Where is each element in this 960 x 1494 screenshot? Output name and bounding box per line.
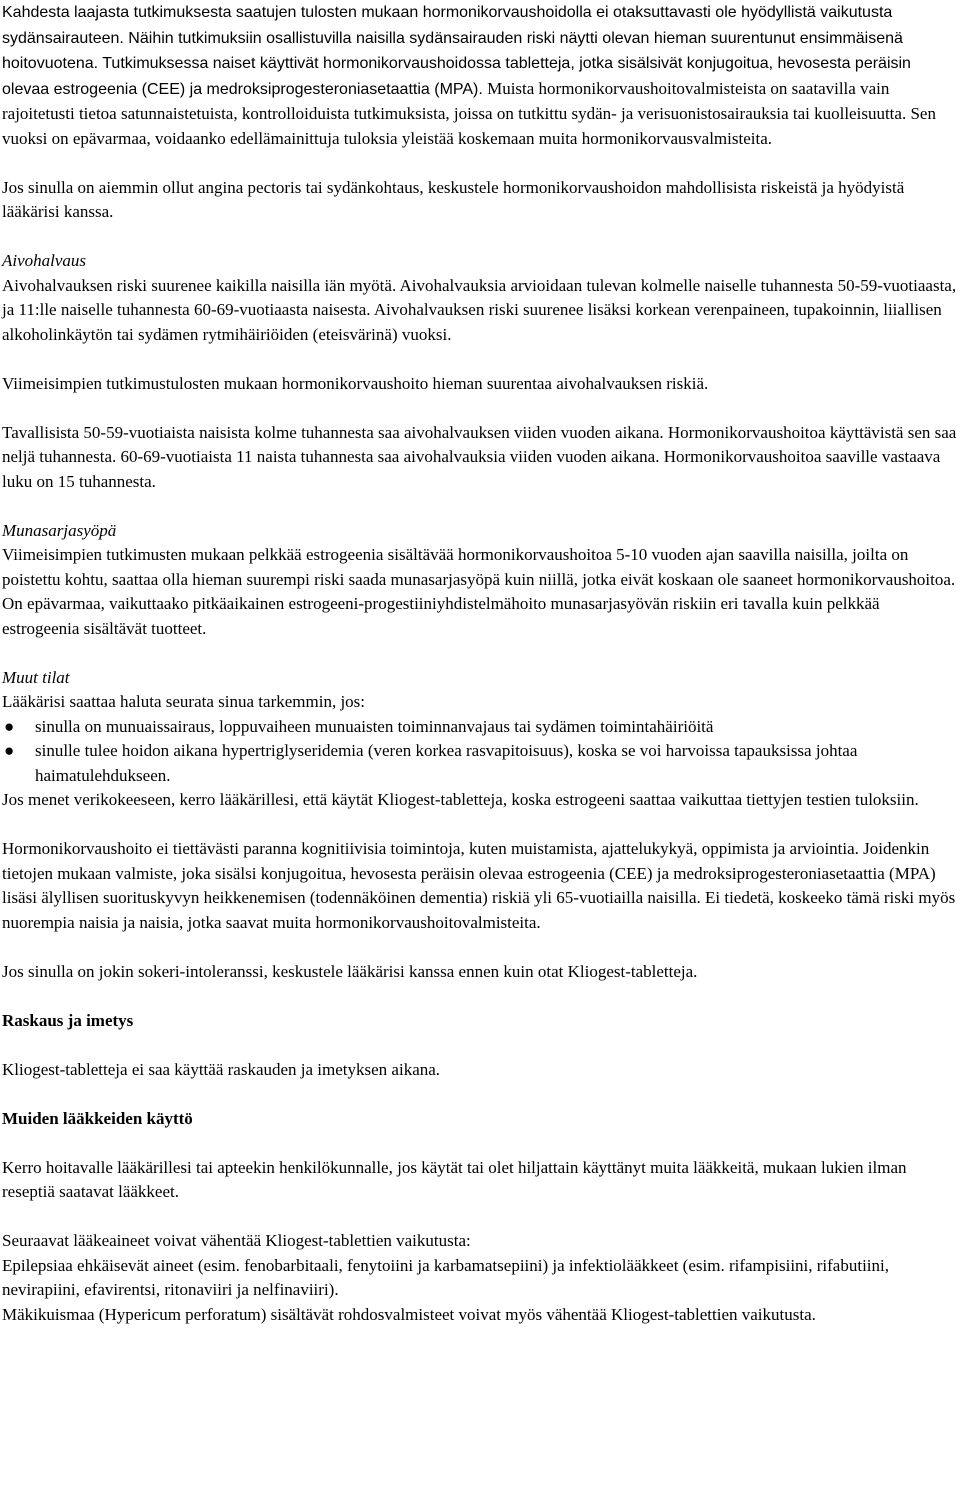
paragraph-stroke-figures: Tavallisista 50-59-vuotiaista naisista kolme tuhannesta saa aivohalvauksen viiden vuoden aikana. Hormonikorvaushoitoa käyttävistä sen saa neljä tuhannesta. 60-69-vuotiaista 11 naista tuhannesta saa aivohalvauksia viiden vuoden aikana. Hormonikorvaushoitoa saaville vastaava luku on 15 tuhannesta.: [2, 422, 957, 491]
heading-ovarian-cancer: Munasarjasyöpä: [2, 520, 117, 540]
paragraph-ovarian-cancer: Viimeisimpien tutkimusten mukaan pelkkää estrogeenia sisältävää hormonikorvaushoitoa 5-10 vuoden ajan saavilla naisilla, joilta on poistettu kohtu, saattaa olla hieman suurempi riski saada munasarjasyöpä kuin niillä, jotka eivät koskaan ole saaneet hormonikorvaushoitoa. On epävarmaa, vaikuttaako pitkäaikainen estrogeeni-progestiiniyhdistelmähoito munasarjasyövän riskiin eri tavalla kuin pelkkää estrogeenia sisältävät tuotteet.: [2, 545, 956, 638]
heading-other-medicines: Muiden lääkkeiden käyttö: [2, 1108, 193, 1128]
list-item: [2, 739, 957, 788]
paragraph-other-medicines: Kerro hoitavalle lääkärillesi tai apteekin henkilökunnalle, jos käytät tai olet hiljattain käyttänyt muita lääkkeitä, mukaan lukien ilman reseptiä saatavat lääkkeet.: [2, 1157, 907, 1201]
paragraph-monitoring-intro: Lääkärisi saattaa haluta seurata sinua tarkemmin, jos:: [2, 692, 366, 711]
heading-pregnancy: Raskaus ja imetys: [2, 1010, 134, 1030]
paragraph-interactions-st-johns-wort: Mäkikuismaa (Hypericum perforatum) sisältävät rohdosvalmisteet voivat myös vähentää Kliogest-tablettien vaikutusta.: [2, 1304, 816, 1324]
paragraph-interactions-intro: Seuraavat lääkeaineet voivat vähentää Kliogest-tablettien vaikutusta:: [2, 1231, 471, 1250]
list-item-text: sinulla on munuaissairaus, loppuvaiheen munuaisten toiminnanvajaus tai sydämen toimintahäiriöitä: [35, 716, 714, 736]
bullet-icon: ●: [4, 741, 15, 760]
heading-other-conditions: Muut tilat: [2, 667, 70, 687]
paragraph-sugar-intolerance: Jos sinulla on jokin sokeri-intoleranssi, keskustele lääkärisi kanssa ennen kuin otat Kliogest-tabletteja.: [2, 961, 698, 981]
bullet-list-conditions: [2, 715, 957, 789]
heading-stroke: Aivohalvaus: [2, 251, 87, 270]
list-item-text: sinulle tulee hoidon aikana hypertriglyseridemia (veren korkea rasvapitoisuus), koska se voi harvoissa tapauksissa johtaa haimatulehdukseen.: [35, 741, 858, 785]
paragraph-cardio-studies: [2, 0, 957, 151]
paragraph-pregnancy: Kliogest-tabletteja ei saa käyttää raskauden ja imetyksen aikana.: [2, 1059, 441, 1079]
paragraph-angina: Jos sinulla on aiemmin ollut angina pectoris tai sydänkohtaus, keskustele hormonikorvaushoidon mahdollisista riskeistä ja hyödyistä lääkärisi kanssa.: [2, 177, 905, 221]
list-item: [2, 715, 957, 740]
paragraph-stroke-risk: Aivohalvauksen riski suurenee kaikilla naisilla iän myötä. Aivohalvauksia arvioidaan tulevan kolmelle naiselle tuhannesta 50-59-vuotiaasta, ja 11:lle naiselle tuhannesta 60-69-vuotiaasta naisesta. Aivohalvauksen riski suurenee lisäksi korkean verenpaineen, tupakoinnin, liiallisen alkoholinkäytön tai sydämen rytmihäiriöiden (eteisvärinä) vuoksi.: [2, 275, 957, 344]
paragraph-cardio-studies-sans: Kahdesta laajasta tutkimuksesta saatujen tulosten mukaan hormonikorvaushoidolla ei otaksuttavasti ole hyödyllistä vaikutusta sydänsairauteen. Näihin tutkimuksiin osallistuvilla naisilla sydänsairauden riski näytti olevan hieman suurentunut ensimmäisenä hoitovuotena. Tutkimuksessa naiset käyttivät hormonikorvaushoidossa tabletteja, jotka sisälsivät konjugoitua, hevosesta peräisin olevaa estrogeenia (CEE) ja medroksiprogesteroniasetaattia (MPA).: [2, 4, 911, 98]
bullet-icon: ●: [4, 716, 15, 736]
paragraph-blood-test: Jos menet verikokeeseen, kerro lääkärillesi, että käytät Kliogest-tabletteja, koska estrogeeni saattaa vaikuttaa tiettyjen testien tuloksiin.: [2, 790, 919, 809]
document-page: [2, 0, 957, 1327]
paragraph-interactions-antiepileptics: Epilepsiaa ehkäisevät aineet (esim. fenobarbitaali, fenytoiini ja karbamatsepiini) ja infektiolääkkeet (esim. rifampisiini, rifabutiini, nevirapiini, efavirentsi, ritonaviiri ja nelfinaviiri).: [2, 1255, 889, 1299]
paragraph-stroke-latest: Viimeisimpien tutkimustulosten mukaan hormonikorvaushoito hieman suurentaa aivohalvauksen riskiä.: [2, 373, 709, 393]
paragraph-cognitive: Hormonikorvaushoito ei tiettävästi paranna kognitiivisia toimintoja, kuten muistamista, ajattelukykyä, oppimista ja arviointia. Joidenkin tietojen mukaan valmiste, joka sisälsi konjugoitua, hevosesta peräisin olevaa estrogeenia (CEE) ja medroksiprogesteroniasetaattia (MPA) lisäsi älyllisen suorituskyvyn heikkenemisen (todennäköinen dementia) riskiä yli 65-vuotiailla naisilla. Ei tiedetä, koskeeko tämä riski myös nuorempia naisia ja naisia, jotka saavat muita hormonikorvaushoitovalmisteita.: [2, 839, 956, 932]
paragraph-cardio-studies-serif: Muista hormonikorvaushoitovalmisteista on saatavilla vain rajoitetusti tietoa satunnaistetuista, kontrolloiduista tutkimuksista, joissa on tutkittu sydän- ja verisuonistosairauksia tai kuolleisuutta. Sen vuoksi on epävarmaa, voidaanko edellämainittuja tuloksia yleistää koskemaan muita hormonikorvausvalmisteita.: [2, 78, 936, 148]
